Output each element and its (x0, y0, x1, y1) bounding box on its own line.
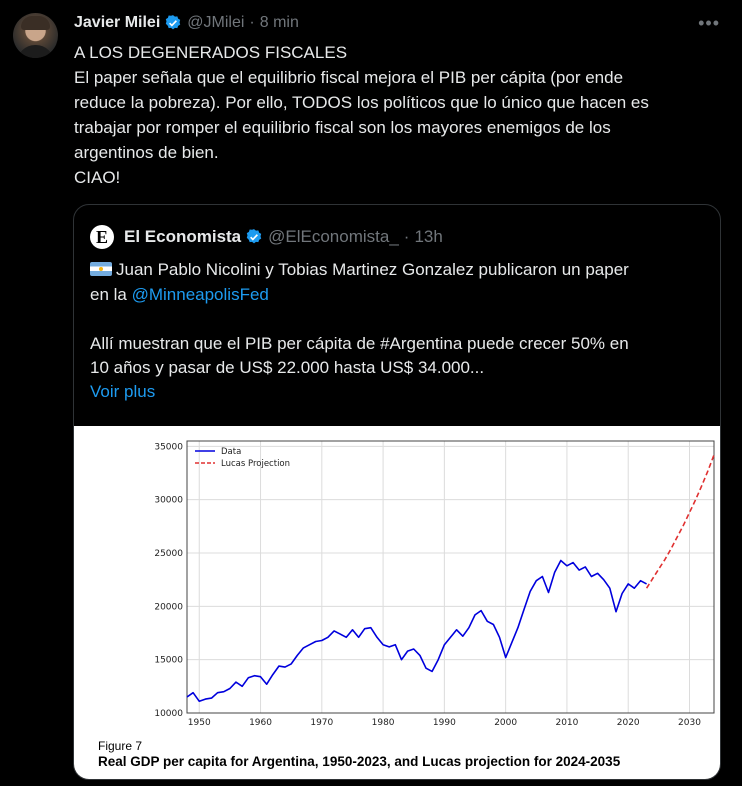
figure-label: Figure 7 (98, 739, 143, 753)
x-tick-label: 1960 (249, 718, 272, 728)
x-tick-label: 1990 (432, 718, 456, 728)
quote-line-text: en la (90, 284, 132, 304)
verified-badge-icon (164, 14, 182, 32)
quote-blank-line (90, 307, 710, 332)
y-tick-label: 10000 (154, 709, 183, 719)
gdp-chart (74, 426, 720, 779)
x-tick-label: 2010 (555, 718, 579, 728)
quote-line (90, 283, 710, 308)
tweet-line: argentinos de bien. (74, 143, 219, 162)
quote-time[interactable]: 13h (414, 227, 443, 246)
series-line-data (187, 561, 647, 702)
quote-author-name[interactable]: El Economista (124, 227, 242, 246)
tweet-line: reduce la pobreza). Por ello, TODOS los políticos que lo único que hacen es (74, 93, 649, 112)
x-tick-label: 2030 (678, 718, 701, 728)
quoted-tweet-card[interactable] (73, 204, 721, 780)
figure-caption: Real GDP per capita for Argentina, 1950-2023, and Lucas projection for 2024-2035 (98, 754, 621, 769)
plot-frame (187, 441, 714, 713)
y-tick-label: 35000 (154, 442, 183, 453)
x-tick-label: 2020 (616, 718, 640, 728)
y-tick-label: 25000 (154, 549, 183, 559)
avatar-suit (17, 45, 54, 58)
tweet-line: CIAO! (74, 168, 121, 187)
quote-text (90, 258, 710, 381)
x-tick-label: 1980 (371, 718, 395, 728)
avatar-javier-milei[interactable] (13, 13, 58, 58)
avatar-hair (21, 16, 50, 30)
quote-author-handle[interactable]: @ElEconomista_ (268, 227, 399, 246)
see-more-link[interactable]: Voir plus (90, 382, 156, 401)
legend-label: Lucas Projection (221, 459, 291, 469)
y-tick-label: 15000 (154, 655, 183, 666)
series-line-lucas-projection (647, 455, 714, 588)
tweet-time[interactable]: 8 min (259, 14, 299, 31)
tweet-line: El paper señala que el equilibrio fiscal mejora el PIB per cápita (por ende (74, 68, 624, 87)
mention-link[interactable]: @MinneapolisFed (131, 284, 269, 304)
more-icon[interactable]: ••• (698, 13, 720, 33)
quote-line: Allí muestran que el PIB per cápita de #Argentina puede crecer 50% en (90, 333, 629, 353)
quote-line (90, 258, 710, 283)
y-tick-label: 20000 (154, 602, 183, 613)
quote-header (90, 225, 443, 249)
x-tick-label: 1970 (310, 718, 334, 728)
legend-label: Data (221, 447, 242, 457)
tweet-header (74, 12, 299, 34)
tweet-line: trabajar por romper el equilibrio fiscal son los mayores enemigos de los (74, 118, 611, 137)
el-economista-logo[interactable]: E (90, 225, 114, 249)
quote-line: 10 años y pasar de US$ 22.000 hasta US$ 34.000... (90, 358, 485, 377)
tweet-text (74, 40, 724, 190)
separator-dot: · (403, 227, 410, 246)
x-tick-label: 2000 (494, 718, 518, 728)
y-tick-label: 30000 (154, 495, 183, 506)
verified-badge-icon (245, 228, 263, 246)
separator-dot: · (249, 14, 255, 31)
tweet-line: A LOS DEGENERADOS FISCALES (74, 43, 348, 62)
quote-line-text: Juan Pablo Nicolini y Tobias Martinez Gonzalez publicaron un paper (116, 260, 629, 279)
author-handle[interactable]: @JMilei (187, 14, 245, 31)
x-tick-label: 1950 (187, 718, 211, 728)
chart-image[interactable] (74, 426, 720, 779)
argentina-flag-icon (90, 262, 112, 276)
author-name[interactable]: Javier Milei (74, 14, 161, 31)
